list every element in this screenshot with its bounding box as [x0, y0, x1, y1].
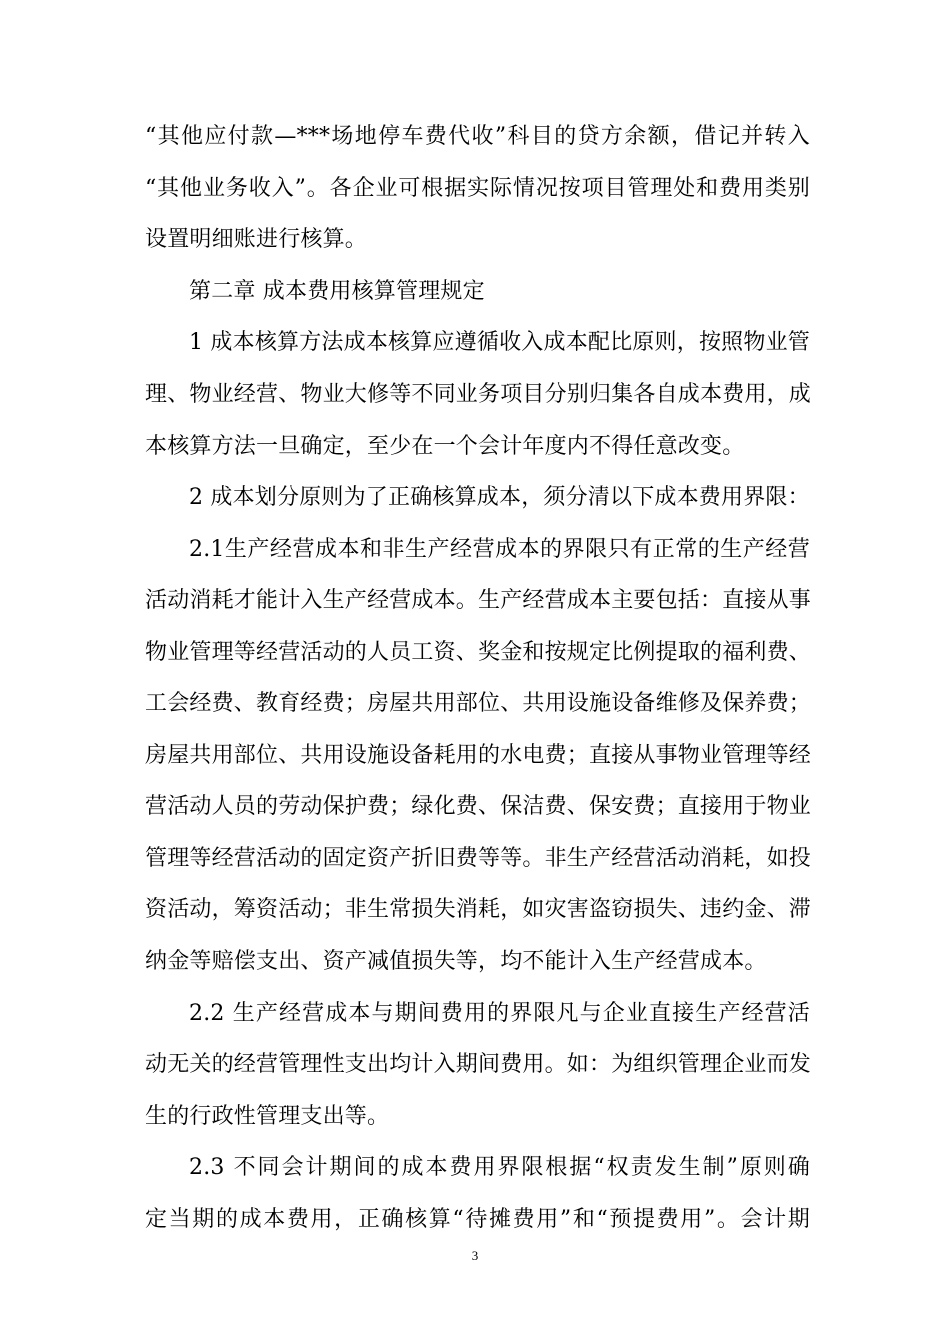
paragraph-line: 2.3 不同会计期间的成本费用界限根据“权责发生制”原则确: [189, 1155, 810, 1180]
paragraph-line: “其他应付款—***场地停车费代收”科目的贷方余额，借记并转入: [145, 124, 810, 149]
paragraph-line: 2.1生产经营成本和非生产经营成本的界限只有正常的生产经营: [189, 537, 810, 562]
paragraph-line: 活动消耗才能计入生产经营成本。生产经营成本主要包括：直接从事: [145, 588, 812, 613]
paragraph-line: 资活动，筹资活动；非生常损失消耗，如灾害盗窃损失、违约金、滞: [145, 897, 812, 922]
paragraph-line: 定当期的成本费用，正确核算“待摊费用”和“预提费用”。会计期: [145, 1207, 810, 1232]
paragraph-line: 本核算方法一旦确定，至少在一个会计年度内不得任意改变。: [145, 434, 745, 459]
paragraph-line: 1 成本核算方法成本核算应遵循收入成本配比原则，按照物业管: [189, 330, 810, 355]
chapter-heading: 第二章 成本费用核算管理规定: [189, 279, 485, 304]
paragraph-line: 管理等经营活动的固定资产折旧费等等。非生产经营活动消耗，如投: [145, 846, 812, 871]
paragraph-line: 物业管理等经营活动的人员工资、奖金和按规定比例提取的福利费、: [145, 640, 812, 665]
page-number: 3: [471, 1248, 479, 1263]
paragraph-line: 工会经费、教育经费；房屋共用部位、共用设施设备维修及保养费；: [145, 691, 812, 716]
paragraph-line: 设置明细账进行核算。: [145, 227, 368, 252]
paragraph-line: 生的行政性管理支出等。: [145, 1104, 390, 1129]
paragraph-line: 动无关的经营管理性支出均计入期间费用。如：为组织管理企业而发: [145, 1052, 812, 1077]
paragraph-line: 纳金等赔偿支出、资产减值损失等，均不能计入生产经营成本。: [145, 949, 767, 974]
paragraph-line: “其他业务收入”。各企业可根据实际情况按项目管理处和费用类别: [145, 176, 810, 201]
paragraph-line: 房屋共用部位、共用设施设备耗用的水电费；直接从事物业管理等经: [145, 743, 812, 768]
paragraph-line: 理、物业经营、物业大修等不同业务项目分别归集各自成本费用，成: [145, 382, 812, 407]
paragraph-line: 2 成本划分原则为了正确核算成本，须分清以下成本费用界限：: [189, 485, 810, 510]
paragraph-line: 营活动人员的劳动保护费；绿化费、保洁费、保安费；直接用于物业: [145, 794, 812, 819]
paragraph-line: 2.2 生产经营成本与期间费用的界限凡与企业直接生产经营活: [189, 1001, 810, 1026]
